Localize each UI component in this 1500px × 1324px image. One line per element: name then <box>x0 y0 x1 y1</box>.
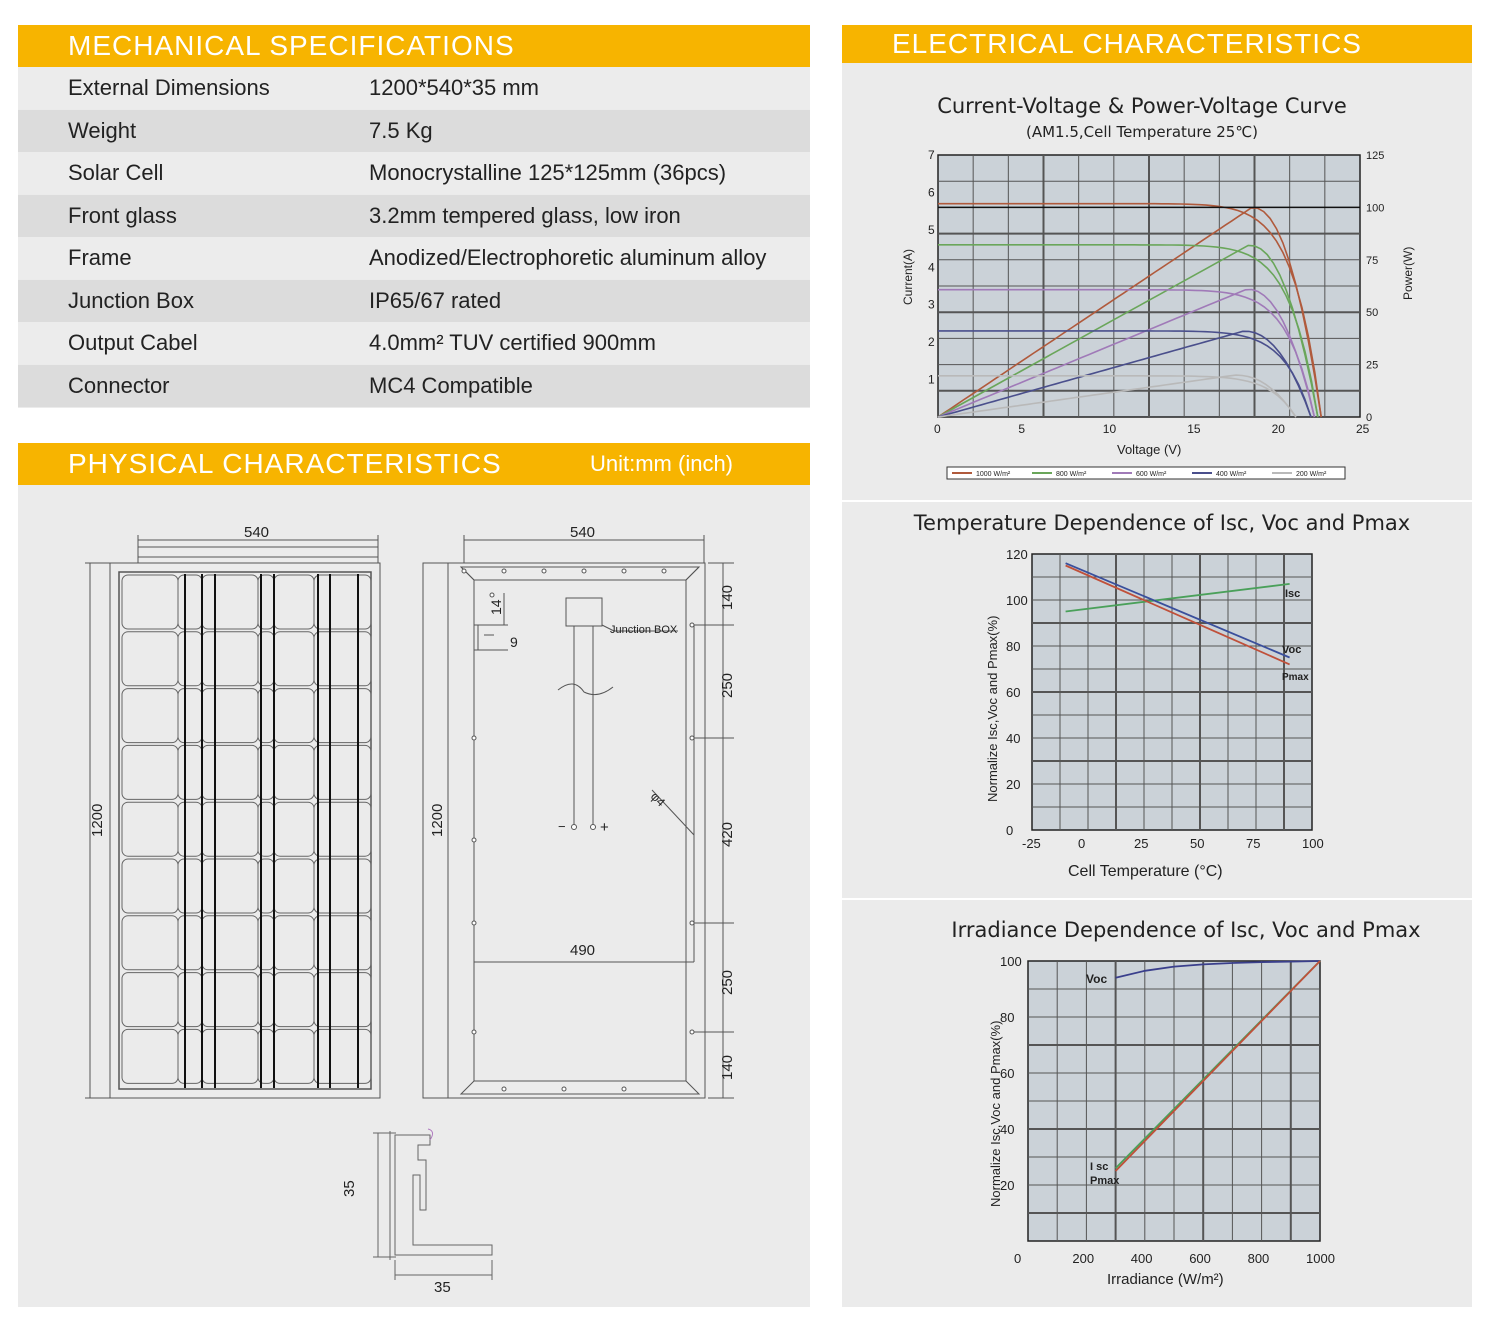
physical-unit: Unit:mm (inch) <box>590 451 734 476</box>
x-axis-label: Voltage (V) <box>1117 442 1182 457</box>
solar-cell <box>122 1029 178 1083</box>
side-dim-2: 250 <box>719 672 736 698</box>
solar-cell <box>202 1029 258 1083</box>
y-tick-label: 5 <box>928 222 935 237</box>
solar-cell <box>178 575 202 629</box>
y-tick-label: 40 <box>1000 1122 1015 1137</box>
solar-cell <box>314 802 371 856</box>
irr-chart <box>842 945 1472 1300</box>
solar-cells <box>122 575 371 1083</box>
front-view <box>85 535 380 1098</box>
x-tick-label: 5 <box>1018 422 1026 436</box>
y2-axis-label: Power(W) <box>1401 246 1415 300</box>
solar-cell <box>202 916 258 970</box>
iv-chart <box>842 145 1472 490</box>
solar-cell <box>274 916 314 970</box>
x-tick-label: 10 <box>1102 422 1117 436</box>
x-tick-label: 400 <box>1130 1251 1153 1266</box>
spec-label: Connector <box>68 372 170 398</box>
solar-cell <box>314 973 371 1027</box>
physical-header <box>18 443 810 485</box>
legend-label: 200 W/m² <box>1296 471 1327 478</box>
x-tick-label: 800 <box>1247 1251 1270 1266</box>
spec-row <box>18 365 810 407</box>
solar-cell <box>202 745 258 799</box>
y-tick-label: 4 <box>928 260 935 275</box>
y-tick-label: 60 <box>1000 1066 1015 1081</box>
solar-cell <box>314 689 371 743</box>
solar-cell <box>274 1029 314 1083</box>
polarity-plus: + <box>600 819 609 836</box>
x-tick-label: 50 <box>1190 836 1205 851</box>
pmax-label: Pmax <box>1282 672 1309 683</box>
y-tick-label: 20 <box>1000 1178 1015 1193</box>
solar-cell <box>314 632 371 686</box>
x-axis-label: Cell Temperature (°C) <box>1068 863 1223 880</box>
x-tick-label: 0 <box>934 422 941 436</box>
x-tick-label: 15 <box>1187 422 1201 436</box>
solar-cell <box>178 689 202 743</box>
solar-cell <box>314 575 371 629</box>
solar-cell <box>202 632 258 686</box>
spec-row <box>18 280 810 322</box>
voc-label: Voc <box>1282 644 1302 656</box>
solar-cell <box>314 859 371 913</box>
side-dim-3: 420 <box>719 821 736 847</box>
spec-value: IP65/67 rated <box>369 287 502 313</box>
solar-cell <box>314 745 371 799</box>
y2-tick-label: 0 <box>1366 412 1373 424</box>
solar-cell <box>178 859 202 913</box>
mechanical-title: MECHANICAL SPECIFICATIONS <box>68 30 515 61</box>
legend-label: 1000 W/m² <box>976 471 1011 478</box>
y2-tick-label: 100 <box>1366 202 1385 215</box>
temp-chart <box>842 540 1472 890</box>
y2-tick-label: 25 <box>1366 359 1379 372</box>
solar-cell <box>178 632 202 686</box>
isc-label: I sc <box>1090 1161 1109 1173</box>
solar-cell <box>122 973 178 1027</box>
pmax-label: Pmax <box>1090 1175 1120 1187</box>
side-dim-5: 140 <box>719 1054 736 1080</box>
spec-value: Anodized/Electrophoretic aluminum alloy <box>369 245 767 270</box>
y-tick-label: 120 <box>1006 547 1028 562</box>
legend-label: 400 W/m² <box>1216 471 1247 478</box>
separator-1 <box>842 500 1472 502</box>
x-tick-label: 25 <box>1134 836 1149 851</box>
frame-profile <box>373 1129 492 1280</box>
isc-label: Isc <box>1285 588 1301 600</box>
x-tick-label: 0 <box>1014 1251 1022 1266</box>
y-tick-label: 80 <box>1000 1010 1015 1025</box>
solar-cell <box>274 802 314 856</box>
spec-value: 4.0mm² TUV certified 900mm <box>369 330 656 355</box>
solar-cell <box>178 802 202 856</box>
y-tick-label: 2 <box>928 335 935 350</box>
spec-label: External Dimensions <box>68 75 270 100</box>
solar-cell <box>122 632 178 686</box>
spec-label: Front glass <box>68 202 177 228</box>
spec-row <box>18 195 810 237</box>
solar-cell <box>178 1029 202 1083</box>
spec-row <box>18 67 810 109</box>
busbars <box>185 574 358 1088</box>
separator-2 <box>842 898 1472 900</box>
hole-label: φ4 <box>647 789 669 810</box>
y-tick-label: 60 <box>1006 685 1021 700</box>
spec-value: 3.2mm tempered glass, low iron <box>369 202 681 228</box>
mechanical-header <box>18 25 810 67</box>
solar-cell <box>202 575 258 629</box>
solar-cell <box>178 916 202 970</box>
mount-width-label: 490 <box>570 942 596 959</box>
solar-cell <box>274 745 314 799</box>
y-axis-label: Normalize Isc,Voc and Pmax(%) <box>985 615 1000 802</box>
legend-label: 800 W/m² <box>1056 471 1087 478</box>
y2-tick-label: 125 <box>1366 150 1385 162</box>
spec-value: 7.5 Kg <box>369 117 433 143</box>
solar-cell <box>274 632 314 686</box>
back-height-label: 1200 <box>429 803 446 837</box>
junction-box-label: Junction BOX <box>610 624 678 636</box>
front-width-label: 540 <box>244 524 270 541</box>
side-dim-4: 250 <box>719 969 736 995</box>
spec-row <box>18 152 810 194</box>
panel-drawing <box>18 485 810 1307</box>
x-axis-label: Irradiance (W/m²) <box>1107 1271 1224 1288</box>
solar-cell <box>314 916 371 970</box>
solar-cell <box>122 859 178 913</box>
x-tick-label: 1000 <box>1306 1251 1335 1266</box>
solar-cell <box>314 1029 371 1083</box>
y-tick-label: 100 <box>1000 954 1022 969</box>
y-tick-label: 0 <box>1006 823 1014 838</box>
solar-cell <box>122 916 178 970</box>
y2-tick-label: 75 <box>1366 254 1379 267</box>
electrical-header <box>842 25 1472 63</box>
spec-row <box>18 237 810 279</box>
solar-cell <box>274 575 314 629</box>
frame-height-label: 35 <box>341 1180 358 1197</box>
spec-row <box>18 322 810 364</box>
iv-chart-subtitle: (AM1.5,Cell Temperature 25℃) <box>1025 123 1259 141</box>
solar-cell <box>122 745 178 799</box>
spec-label: Junction Box <box>68 287 194 313</box>
x-tick-label: 600 <box>1189 1251 1211 1266</box>
side-dim-1: 140 <box>719 584 736 610</box>
legend-label: 600 W/m² <box>1136 471 1167 478</box>
back-width-label: 540 <box>570 524 596 541</box>
spec-row <box>18 110 810 152</box>
physical-title: PHYSICAL CHARACTERISTICS <box>68 448 502 479</box>
solar-cell <box>274 859 314 913</box>
y-axis-label: Current(A) <box>901 248 915 305</box>
solar-cell <box>122 802 178 856</box>
solar-cell <box>122 575 178 629</box>
y-tick-label: 40 <box>1006 731 1021 746</box>
y-tick-label: 20 <box>1006 777 1021 792</box>
dim-9-label: 9 <box>510 634 518 650</box>
spec-value: MC4 Compatible <box>369 372 533 398</box>
iv-chart-title: Current-Voltage & Power-Voltage Curve <box>937 94 1347 118</box>
y-tick-label: 1 <box>928 372 935 387</box>
y-tick-label: 7 <box>928 148 935 162</box>
x-tick-label: 20 <box>1271 422 1285 436</box>
spec-label: Output Cabel <box>68 330 198 355</box>
x-tick-label: -25 <box>1022 836 1041 851</box>
x-tick-label: 25 <box>1356 422 1370 436</box>
y-axis-label: Normalize Isc,Voc and Pmax(%) <box>988 1020 1003 1207</box>
solar-cell <box>202 689 258 743</box>
y-tick-label: 6 <box>928 185 935 200</box>
spec-label: Weight <box>68 117 137 143</box>
back-view <box>423 535 734 1098</box>
polarity-minus: − <box>558 819 566 834</box>
x-tick-label: 200 <box>1072 1251 1095 1266</box>
y2-tick-label: 50 <box>1366 307 1379 320</box>
solar-cell <box>202 802 258 856</box>
y-tick-label: 100 <box>1006 593 1028 608</box>
x-tick-label: 100 <box>1302 836 1324 851</box>
temp-chart-title: Temperature Dependence of Isc, Voc and Pmax <box>913 511 1411 535</box>
electrical-title: ELECTRICAL CHARACTERISTICS <box>892 28 1362 59</box>
y-tick-label: 3 <box>928 297 935 312</box>
x-tick-label: 0 <box>1078 836 1086 851</box>
irr-chart-title: Irradiance Dependence of Isc, Voc and Pmax <box>951 918 1421 942</box>
solar-cell <box>122 689 178 743</box>
spec-label: Frame <box>68 245 132 270</box>
solar-cell <box>178 973 202 1027</box>
dim-14-label: 14 <box>488 599 504 615</box>
y-tick-label: 80 <box>1006 639 1021 654</box>
solar-cell <box>202 859 258 913</box>
junction-box <box>566 598 602 626</box>
voc-label: Voc <box>1086 972 1108 986</box>
front-height-label: 1200 <box>89 803 106 837</box>
frame-width-label: 35 <box>434 1279 451 1296</box>
spec-value: 1200*540*35 mm <box>369 75 540 100</box>
solar-cell <box>178 745 202 799</box>
solar-cell <box>274 689 314 743</box>
solar-cell <box>274 973 314 1027</box>
spec-label: Solar Cell <box>68 160 164 185</box>
solar-cell <box>202 973 258 1027</box>
spec-value: Monocrystalline 125*125mm (36pcs) <box>369 160 727 185</box>
x-tick-label: 75 <box>1246 836 1261 851</box>
